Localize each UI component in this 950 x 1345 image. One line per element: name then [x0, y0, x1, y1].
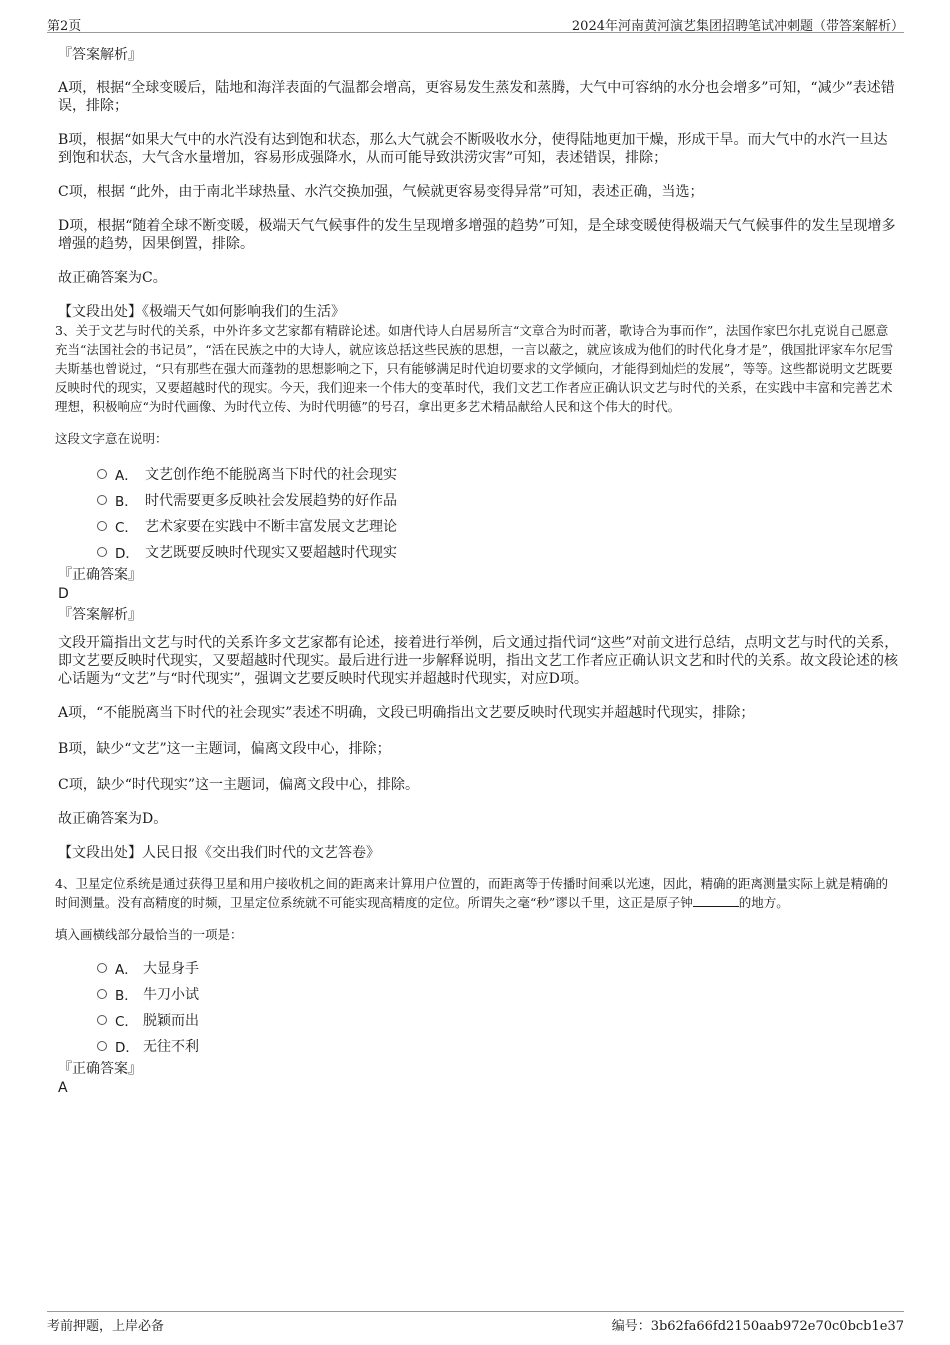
- q3-analysis-c: C项，缺少“时代现实”这一主题词，偏离文段中心，排除。: [58, 777, 420, 793]
- q3-option-a[interactable]: A． 文艺创作绝不能脱离当下时代的社会现实: [55, 462, 900, 488]
- q2-conclusion: 故正确答案为C。: [58, 270, 167, 286]
- q4-options: [55, 956, 900, 1060]
- radio-button[interactable]: [97, 1015, 107, 1025]
- radio-button[interactable]: [97, 469, 107, 479]
- q2-analysis-a: A项，根据“全球变暖后，陆地和海洋表面的气温都会增高，更容易发生蒸发和蒸腾，大气中可容纳的水分也会增多”可知，“减少”表述错误，排除；: [58, 80, 895, 114]
- q4-option-c[interactable]: C． 脱颖而出: [55, 1008, 900, 1034]
- q3-analysis-a: A项，“不能脱离当下时代的社会现实”表述不明确，文段已明确指出文艺要反映时代现实并超越时代现实，排除；: [58, 705, 755, 721]
- q3-option-c[interactable]: C． 艺术家要在实践中不断丰富发展文艺理论: [55, 514, 900, 540]
- q2-source: 【文段出处】《极端天气如何影响我们的生活》: [58, 304, 345, 320]
- q2-analysis-c: C项，根据 “此外，由于南北半球热量、水汽交换加强，气候就更容易变得异常”可知，表述正确，当选；: [58, 184, 704, 200]
- radio-button[interactable]: [97, 963, 107, 973]
- q4-prompt: 填入画横线部分最恰当的一项是：: [55, 927, 243, 942]
- q4-option-b[interactable]: B． 牛刀小试: [55, 982, 900, 1008]
- radio-button[interactable]: [97, 495, 107, 505]
- page-number: 第2页: [47, 19, 82, 34]
- page-header: [47, 12, 904, 33]
- q3-conclusion: 故正确答案为D。: [58, 811, 168, 827]
- q2-analysis-d: D项，根据“随着全球不断变暖，极端天气气候事件的发生呈现增多增强的趋势”可知，是全球变暖使得极端天气气候事件的发生呈现增多增强的趋势，因果倒置，排除。: [58, 218, 896, 252]
- radio-button[interactable]: [97, 989, 107, 999]
- document-id: 编号：3b62fa66fd2150aab972e70c0bcb1e37: [611, 1319, 904, 1334]
- footer-slogan: 考前押题，上岸必备: [47, 1319, 165, 1334]
- q3-correct-answer: D: [58, 586, 69, 602]
- q3-stem: 3、关于文艺与时代的关系，中外许多文艺家都有精辟论述。如唐代诗人白居易所言“文章合为时而著，歌诗合为事而作”，法国作家巴尔扎克说自己愿意充当“法国社会的书记员”，“活在民族之中的大诗人，就应该总括这些民族的思想，一言以蔽之，就应该成为他们的时代化身才是”，俄国批评家车尔尼雪夫斯基也曾说过，“只有那些在强大而蓬勃的思想影响之下，只有能够满足时代迫切要求的文学倾向，才能得到灿烂的发展”，等等。这些都说明文艺既要反映时代的现实，又要超越时代的现实。今天，我们迎来一个伟大的变革时代，我们文艺工作者应正确认识文艺与时代的关系，在实践中丰富和完善艺术理想，积极响应“为时代画像、为时代立传、为时代明德”的号召，拿出更多艺术精品献给人民和这个伟大的时代。: [55, 323, 894, 414]
- document-body: [55, 46, 900, 1097]
- document-title: 2024年河南黄河演艺集团招聘笔试冲刺题（带答案解析）: [571, 19, 904, 34]
- radio-button[interactable]: [97, 547, 107, 557]
- q4-correct-label: 『正确答案』: [58, 1061, 142, 1077]
- q3-analysis-main: 文段开篇指出文艺与时代的关系许多文艺家都有论述，接着进行举例，后文通过指代词“这些”对前文进行总结，点明文艺与时代的关系，即文艺要反映时代现实，又要超越时代现实。最后进行进一步解释说明，指出文艺工作者应正确认识文艺和时代的关系。故文段论述的核心话题为“文艺”与“时代现实”，强调文艺要反映时代现实并超越时代现实，对应D项。: [58, 635, 899, 687]
- radio-button[interactable]: [97, 1041, 107, 1051]
- q3-source: 【文段出处】人民日报《交出我们时代的文艺答卷》: [58, 845, 380, 861]
- page-footer: [47, 1311, 904, 1336]
- q3-option-b[interactable]: B． 时代需要更多反映社会发展趋势的好作品: [55, 488, 900, 514]
- q4-option-d[interactable]: D． 无往不利: [55, 1034, 900, 1060]
- q3-analysis-b: B项，缺少“文艺”这一主题词，偏离文段中心，排除；: [58, 741, 391, 757]
- q3-analysis-label: 『答案解析』: [58, 607, 142, 623]
- q4-stem: 4、卫星定位系统是通过获得卫星和用户接收机之间的距离来计算用户位置的，而距离等于传播时间乘以光速，因此，精确的距离测量实际上就是精确的时间测量。没有高精度的时频，卫星定位系统就不可能实现高精度的定位。所谓失之毫“秒”谬以千里，这正是原子钟 的地方。: [55, 876, 888, 910]
- radio-button[interactable]: [97, 521, 107, 531]
- q3-option-d[interactable]: D． 文艺既要反映时代现实又要超越时代现实: [55, 540, 900, 566]
- q4-correct-answer: A: [58, 1080, 68, 1096]
- q2-analysis-label: 『答案解析』: [58, 47, 142, 63]
- q2-analysis-b: B项，根据“如果大气中的水汽没有达到饱和状态，那么大气就会不断吸收水分，使得陆地更加干燥，形成干旱。而大气中的水汽一旦达到饱和状态，大气含水量增加，容易形成强降水，从而可能导致洪涝灾害”可知，表述错误，排除；: [58, 132, 888, 166]
- fill-in-blank: [693, 894, 739, 907]
- q3-correct-label: 『正确答案』: [58, 567, 142, 583]
- q4-option-a[interactable]: A． 大显身手: [55, 956, 900, 982]
- q3-prompt: 这段文字意在说明：: [55, 431, 168, 446]
- q3-options: [55, 462, 900, 566]
